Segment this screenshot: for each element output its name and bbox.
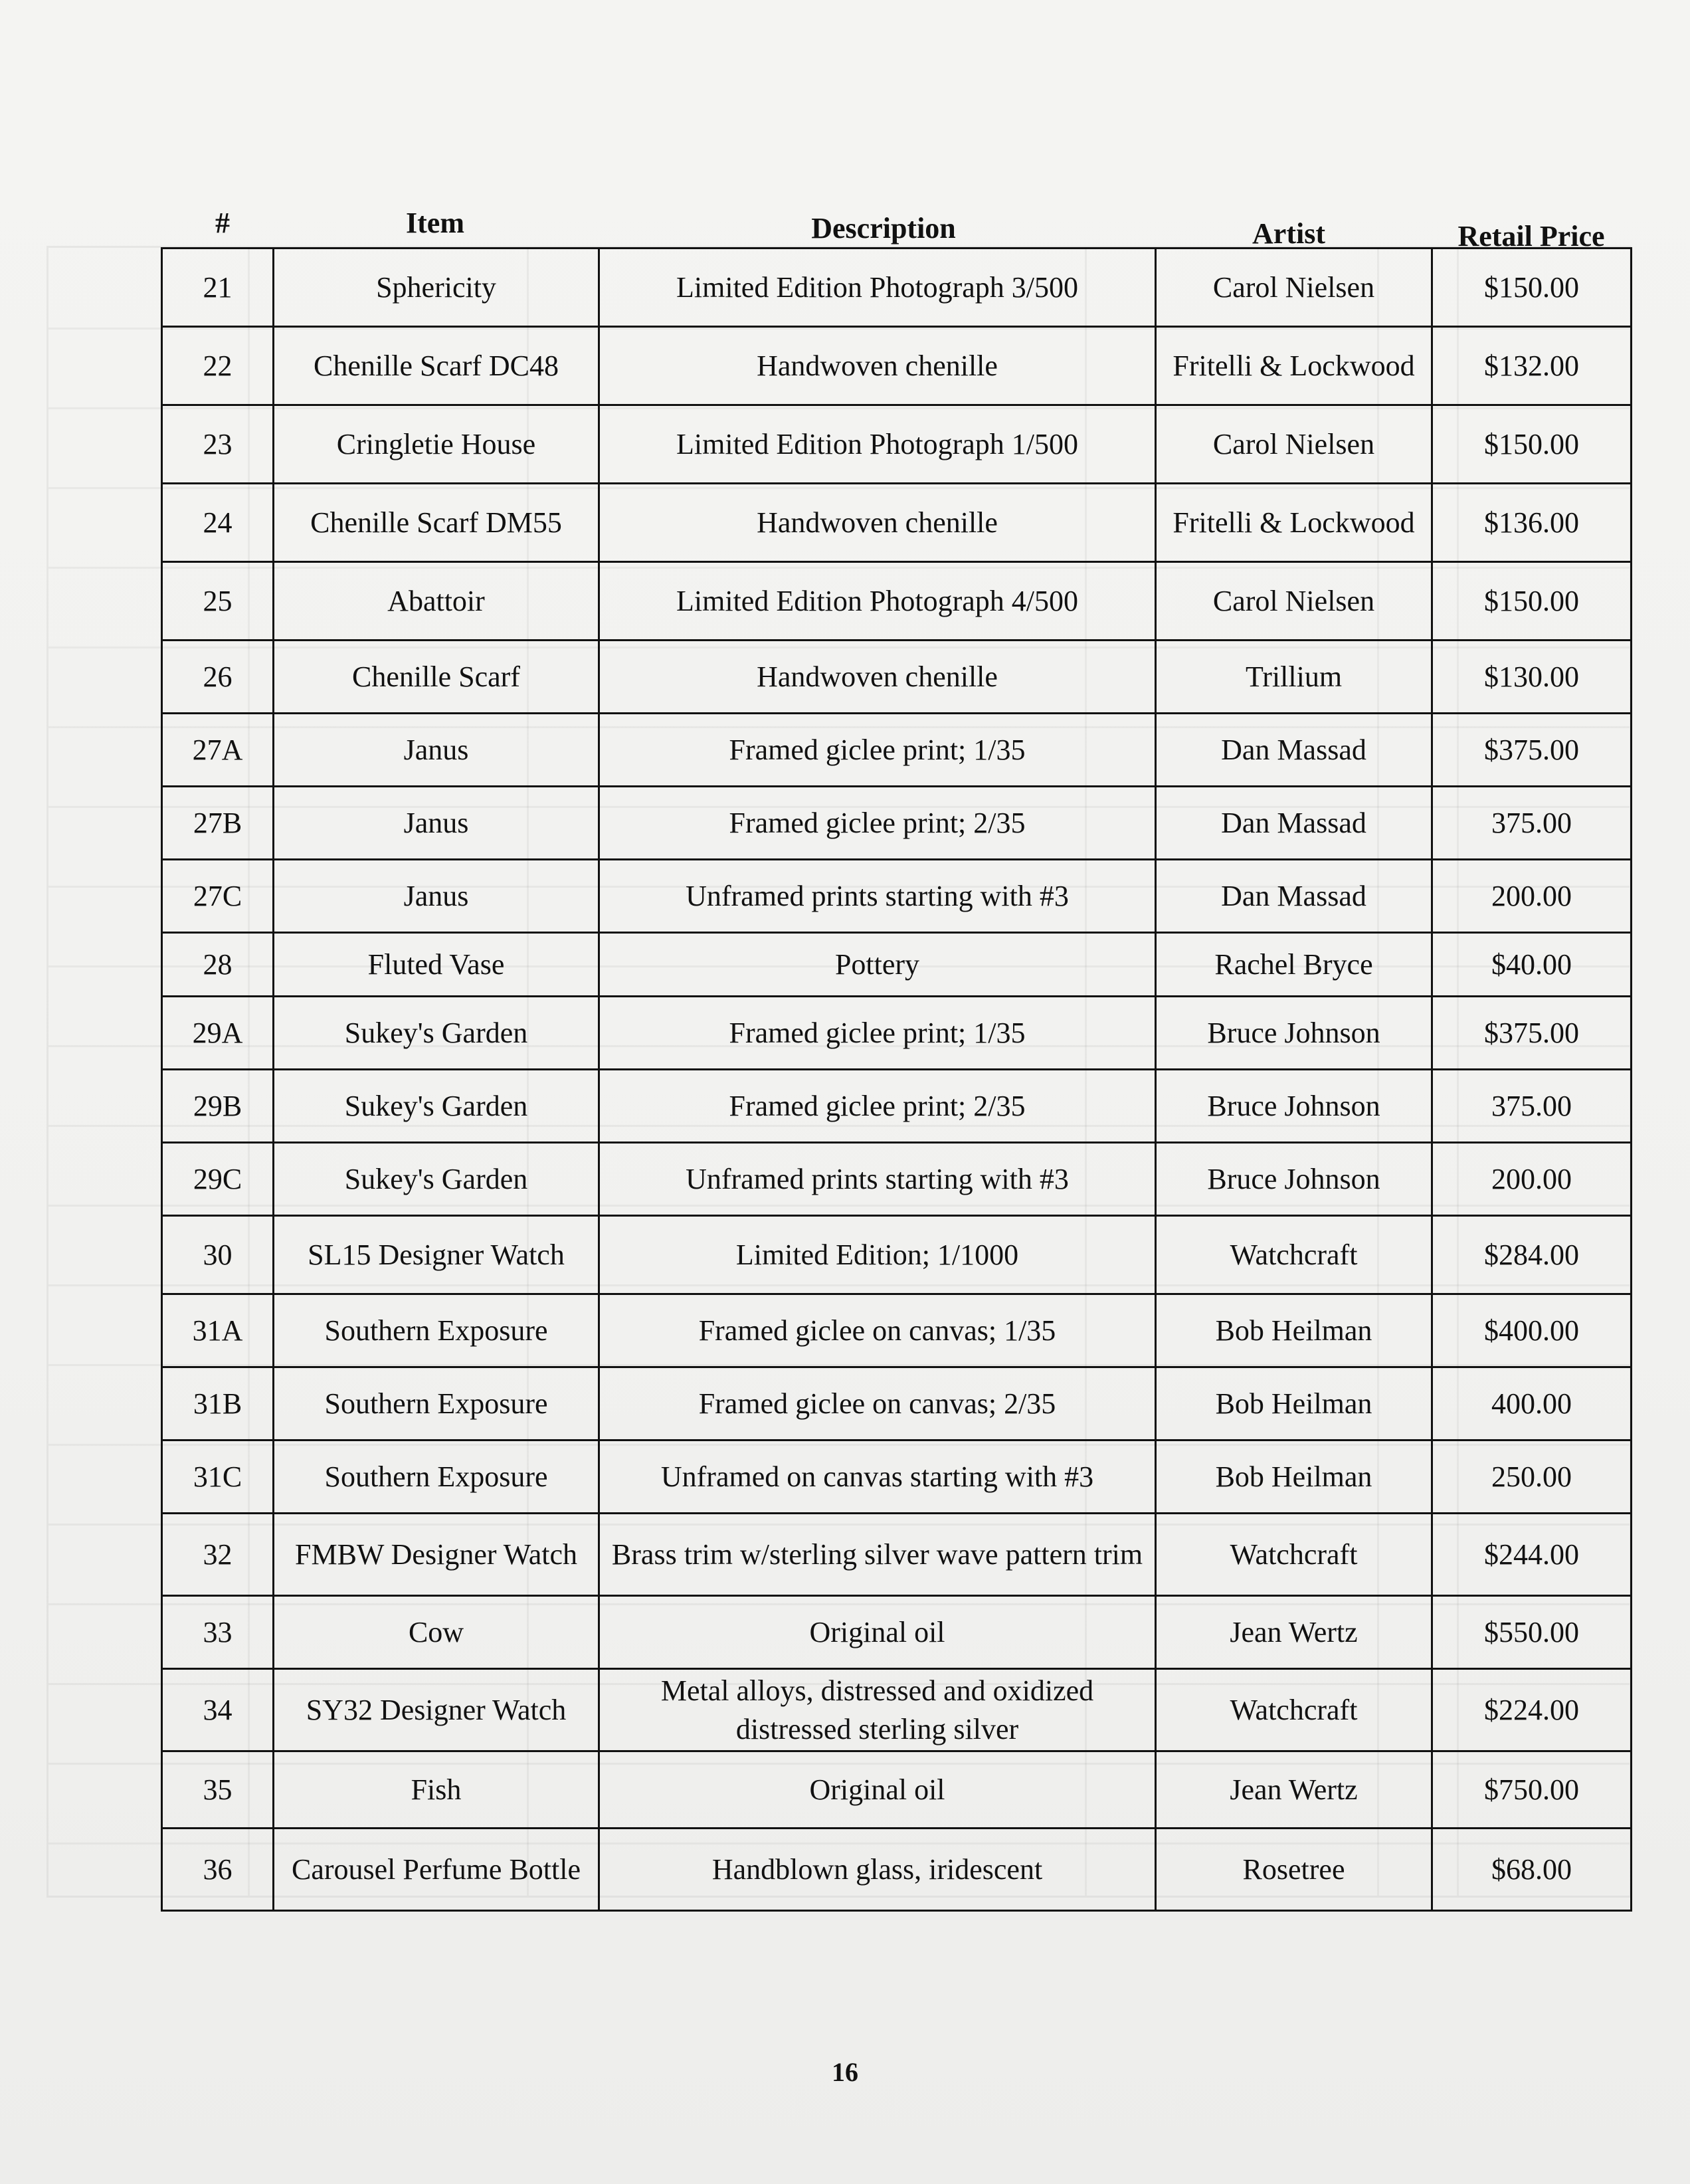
row-description: Limited Edition Photograph 1/500	[599, 405, 1156, 484]
table-row	[162, 1367, 1632, 1440]
row-price: 200.00	[1432, 1143, 1632, 1216]
table-row	[162, 1440, 1632, 1514]
row-artist: Carol Nielsen	[1156, 248, 1432, 327]
row-description: Limited Edition Photograph 4/500	[599, 562, 1156, 641]
row-number: 22	[162, 327, 274, 405]
table-row	[162, 1751, 1632, 1829]
row-item: Fish	[274, 1751, 599, 1829]
row-number: 26	[162, 641, 274, 714]
row-description: Framed giclee print; 1/35	[599, 997, 1156, 1070]
table-row	[162, 1070, 1632, 1143]
row-number: 31C	[162, 1440, 274, 1514]
price-table	[161, 247, 1632, 1912]
table-row	[162, 1669, 1632, 1751]
table-row	[162, 997, 1632, 1070]
row-number: 31A	[162, 1294, 274, 1367]
row-artist: Bob Heilman	[1156, 1294, 1432, 1367]
row-price: 200.00	[1432, 860, 1632, 933]
row-number: 29B	[162, 1070, 274, 1143]
row-price: $150.00	[1432, 562, 1632, 641]
table-row	[162, 1294, 1632, 1367]
row-artist: Trillium	[1156, 641, 1432, 714]
row-artist: Bob Heilman	[1156, 1367, 1432, 1440]
row-price: $550.00	[1432, 1596, 1632, 1669]
row-price: $136.00	[1432, 484, 1632, 562]
row-artist: Bruce Johnson	[1156, 1070, 1432, 1143]
row-price: $40.00	[1432, 933, 1632, 997]
row-item: Janus	[274, 714, 599, 787]
row-artist: Fritelli & Lockwood	[1156, 484, 1432, 562]
row-artist: Carol Nielsen	[1156, 562, 1432, 641]
row-item: FMBW Designer Watch	[274, 1514, 599, 1596]
row-price: $244.00	[1432, 1514, 1632, 1596]
row-description: Metal alloys, distressed and oxidized distressed sterling silver	[599, 1669, 1156, 1751]
row-price: 250.00	[1432, 1440, 1632, 1514]
header-description: Description	[811, 212, 956, 245]
row-description: Limited Edition; 1/1000	[599, 1216, 1156, 1294]
row-item: Southern Exposure	[274, 1294, 599, 1367]
row-number: 35	[162, 1751, 274, 1829]
row-description: Handblown glass, iridescent	[599, 1829, 1156, 1911]
row-artist: Watchcraft	[1156, 1514, 1432, 1596]
row-price: 400.00	[1432, 1367, 1632, 1440]
row-artist: Watchcraft	[1156, 1216, 1432, 1294]
row-number: 30	[162, 1216, 274, 1294]
row-price: 375.00	[1432, 787, 1632, 860]
row-artist: Jean Wertz	[1156, 1596, 1432, 1669]
row-number: 27B	[162, 787, 274, 860]
row-item: Carousel Perfume Bottle	[274, 1829, 599, 1911]
table-row	[162, 641, 1632, 714]
row-artist: Fritelli & Lockwood	[1156, 327, 1432, 405]
row-price: 375.00	[1432, 1070, 1632, 1143]
header-item: Item	[406, 207, 464, 239]
page-number: 16	[832, 2057, 858, 2087]
header-retail-price: Retail Price	[1457, 220, 1605, 252]
row-description: Framed giclee on canvas; 2/35	[599, 1367, 1156, 1440]
row-number: 23	[162, 405, 274, 484]
row-number: 29C	[162, 1143, 274, 1216]
row-description: Framed giclee print; 1/35	[599, 714, 1156, 787]
row-price: $150.00	[1432, 405, 1632, 484]
row-number: 29A	[162, 997, 274, 1070]
row-description: Unframed on canvas starting with #3	[599, 1440, 1156, 1514]
row-artist: Bruce Johnson	[1156, 997, 1432, 1070]
row-artist: Rosetree	[1156, 1829, 1432, 1911]
row-number: 33	[162, 1596, 274, 1669]
row-item: SY32 Designer Watch	[274, 1669, 599, 1751]
row-description: Unframed prints starting with #3	[599, 860, 1156, 933]
row-item: Cringletie House	[274, 405, 599, 484]
row-description: Handwoven chenille	[599, 327, 1156, 405]
row-number: 24	[162, 484, 274, 562]
row-number: 31B	[162, 1367, 274, 1440]
header-number: #	[215, 207, 230, 239]
row-number: 25	[162, 562, 274, 641]
table-row	[162, 562, 1632, 641]
row-item: Sukey's Garden	[274, 1143, 599, 1216]
row-artist: Dan Massad	[1156, 787, 1432, 860]
row-item: Southern Exposure	[274, 1367, 599, 1440]
row-item: Sukey's Garden	[274, 997, 599, 1070]
row-number: 21	[162, 248, 274, 327]
row-price: $400.00	[1432, 1294, 1632, 1367]
row-item: SL15 Designer Watch	[274, 1216, 599, 1294]
row-description: Framed giclee on canvas; 1/35	[599, 1294, 1156, 1367]
row-description: Brass trim w/sterling silver wave pattern trim	[599, 1514, 1156, 1596]
row-number: 36	[162, 1829, 274, 1911]
row-description: Framed giclee print; 2/35	[599, 1070, 1156, 1143]
row-item: Abattoir	[274, 562, 599, 641]
row-price: $130.00	[1432, 641, 1632, 714]
row-artist: Dan Massad	[1156, 714, 1432, 787]
row-price: $68.00	[1432, 1829, 1632, 1911]
row-price: $375.00	[1432, 714, 1632, 787]
row-price: $375.00	[1432, 997, 1632, 1070]
row-number: 27A	[162, 714, 274, 787]
row-artist: Jean Wertz	[1156, 1751, 1432, 1829]
table-row	[162, 405, 1632, 484]
row-artist: Carol Nielsen	[1156, 405, 1432, 484]
table-row	[162, 248, 1632, 327]
row-price: $224.00	[1432, 1669, 1632, 1751]
header-artist: Artist	[1252, 217, 1325, 250]
row-item: Chenille Scarf	[274, 641, 599, 714]
row-description: Unframed prints starting with #3	[599, 1143, 1156, 1216]
row-artist: Bob Heilman	[1156, 1440, 1432, 1514]
row-price: $284.00	[1432, 1216, 1632, 1294]
row-number: 27C	[162, 860, 274, 933]
table-row	[162, 714, 1632, 787]
row-item: Chenille Scarf DM55	[274, 484, 599, 562]
row-item: Janus	[274, 860, 599, 933]
row-price: $150.00	[1432, 248, 1632, 327]
table-row	[162, 860, 1632, 933]
row-price: $132.00	[1432, 327, 1632, 405]
table-row	[162, 1514, 1632, 1596]
row-item: Sphericity	[274, 248, 599, 327]
table-row	[162, 1829, 1632, 1911]
row-artist: Bruce Johnson	[1156, 1143, 1432, 1216]
row-price: $750.00	[1432, 1751, 1632, 1829]
row-number: 34	[162, 1669, 274, 1751]
table-row	[162, 1216, 1632, 1294]
row-artist: Rachel Bryce	[1156, 933, 1432, 997]
row-item: Sukey's Garden	[274, 1070, 599, 1143]
row-number: 32	[162, 1514, 274, 1596]
row-description: Limited Edition Photograph 3/500	[599, 248, 1156, 327]
table-row	[162, 933, 1632, 997]
row-artist: Dan Massad	[1156, 860, 1432, 933]
row-item: Janus	[274, 787, 599, 860]
row-description: Original oil	[599, 1751, 1156, 1829]
row-item: Southern Exposure	[274, 1440, 599, 1514]
row-description: Handwoven chenille	[599, 641, 1156, 714]
table-row	[162, 1596, 1632, 1669]
row-item: Cow	[274, 1596, 599, 1669]
table-row	[162, 484, 1632, 562]
row-item: Chenille Scarf DC48	[274, 327, 599, 405]
table-row	[162, 327, 1632, 405]
row-number: 28	[162, 933, 274, 997]
row-description: Handwoven chenille	[599, 484, 1156, 562]
row-description: Original oil	[599, 1596, 1156, 1669]
table-row	[162, 1143, 1632, 1216]
row-artist: Watchcraft	[1156, 1669, 1432, 1751]
row-description: Framed giclee print; 2/35	[599, 787, 1156, 860]
row-item: Fluted Vase	[274, 933, 599, 997]
table-row	[162, 787, 1632, 860]
row-description: Pottery	[599, 933, 1156, 997]
